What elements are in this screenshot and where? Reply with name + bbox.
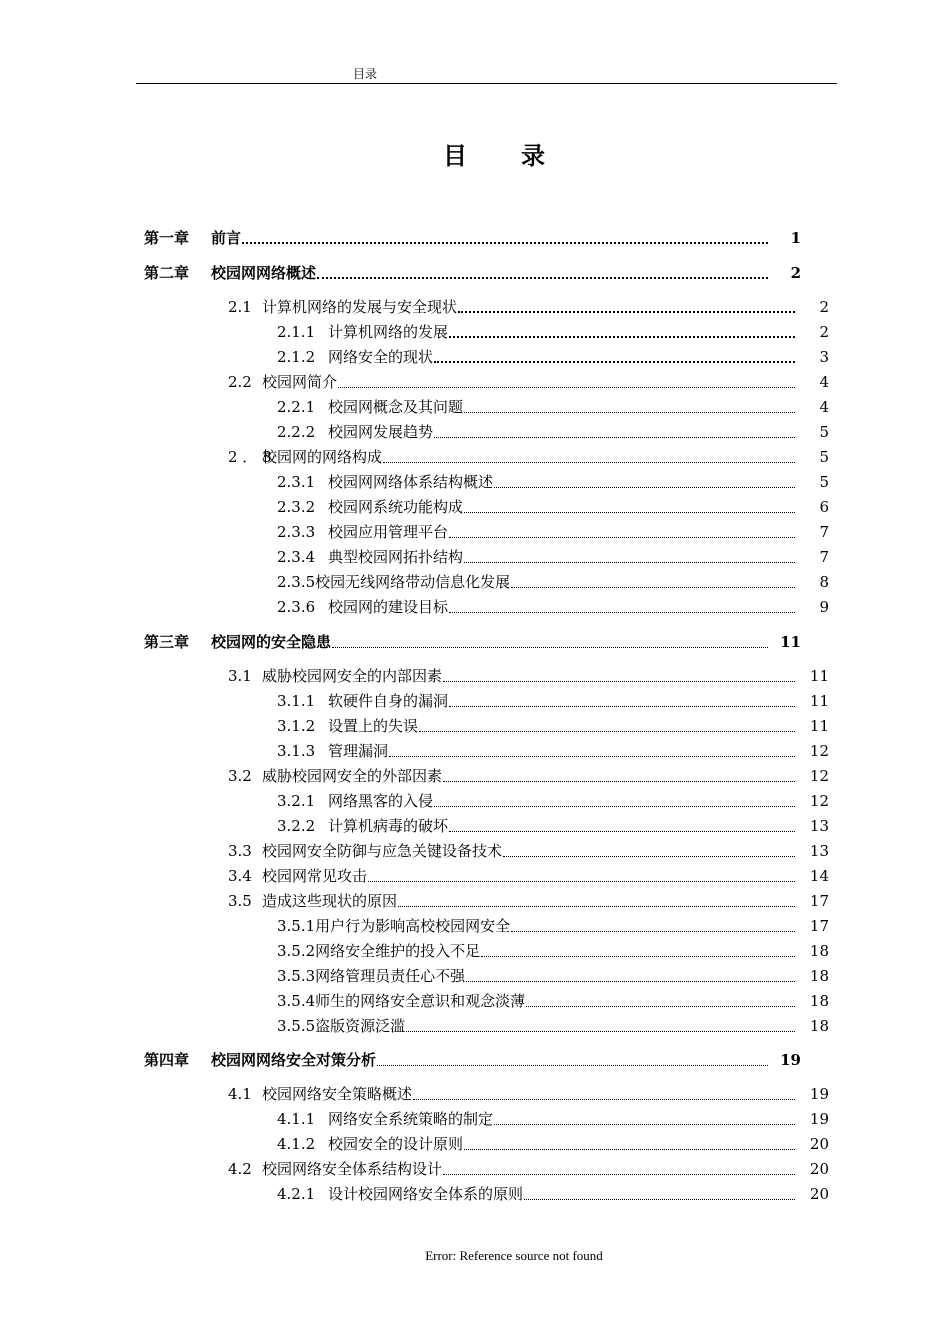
toc-dot-leader xyxy=(494,486,795,488)
toc-entry-title: 校园网网络概述 xyxy=(211,264,317,282)
toc-entry-label xyxy=(228,766,443,786)
toc-page-number: 18 xyxy=(809,992,829,1010)
toc-entry-title: 3.5.3网络管理员责任心不强 xyxy=(277,967,466,985)
toc-entry-title: 校园网络安全体系结构设计 xyxy=(262,1160,443,1178)
toc-entry-label xyxy=(277,816,449,836)
toc-entry-label xyxy=(228,297,458,317)
toc-dot-leader xyxy=(464,511,795,513)
toc-entry-title: 校园网系统功能构成 xyxy=(328,498,464,516)
toc-entry-chap[interactable] xyxy=(144,1050,801,1070)
toc-entry-sec[interactable] xyxy=(228,841,829,861)
toc-dot-leader xyxy=(464,411,795,413)
toc-page-number: 2 xyxy=(790,264,801,282)
toc-entry-label xyxy=(228,891,398,911)
toc-entry-label xyxy=(277,941,481,961)
toc-page-number: 7 xyxy=(819,548,829,566)
toc-dot-leader xyxy=(449,705,795,707)
toc-entry-title: 计算机网络的发展与安全现状 xyxy=(262,298,458,316)
toc-dot-leader xyxy=(449,335,795,338)
toc-entry-sec[interactable] xyxy=(228,297,829,317)
toc-page-number: 17 xyxy=(809,892,829,910)
toc-entry-sub[interactable] xyxy=(277,941,829,961)
toc-entry-sub[interactable] xyxy=(277,816,829,836)
toc-page-number: 20 xyxy=(809,1135,829,1153)
toc-entry-title: 典型校园网拓扑结构 xyxy=(328,548,464,566)
toc-entry-title: 校园网的安全隐患 xyxy=(211,633,332,651)
toc-entry-label xyxy=(277,791,434,811)
toc-dot-leader xyxy=(434,360,795,363)
toc-entry-title: 3.5.5盗版资源泛滥 xyxy=(277,1017,406,1035)
toc-entry-number: 第三章 xyxy=(144,633,190,651)
toc-entry-sub[interactable] xyxy=(277,716,829,736)
toc-page-number: 11 xyxy=(809,692,829,710)
toc-entry-title: 校园网常见攻击 xyxy=(262,867,368,885)
toc-entry-sub[interactable] xyxy=(277,497,829,517)
toc-entry-sub[interactable] xyxy=(277,741,829,761)
toc-entry-title: 计算机病毒的破坏 xyxy=(328,817,449,835)
toc-entry-label xyxy=(277,472,494,492)
toc-page-number: 20 xyxy=(809,1185,829,1203)
toc-entry-label xyxy=(277,1016,406,1036)
toc-entry-number: 2.3.4 xyxy=(277,548,316,566)
toc-entry-label xyxy=(277,547,464,567)
toc-entry-number: 2.3.1 xyxy=(277,473,316,491)
toc-page-number: 9 xyxy=(819,598,829,616)
toc-entry-title: 前言 xyxy=(211,229,242,247)
toc-dot-leader xyxy=(434,436,795,438)
toc-entry-number: 2.1.1 xyxy=(277,323,316,341)
toc-page-number: 17 xyxy=(809,917,829,935)
toc-entry-sub[interactable] xyxy=(277,547,829,567)
toc-dot-leader xyxy=(368,880,795,882)
toc-entry-title: 网络安全系统策略的制定 xyxy=(328,1110,494,1128)
toc-entry-sub[interactable] xyxy=(277,1109,829,1129)
toc-entry-number: 3.1.3 xyxy=(277,742,316,760)
toc-entry-label xyxy=(277,522,449,542)
toc-entry-label xyxy=(277,572,511,592)
toc-entry-label xyxy=(277,397,464,417)
toc-dot-leader xyxy=(443,1173,795,1175)
toc-entry-label xyxy=(144,228,242,248)
toc-dot-leader xyxy=(481,955,795,957)
toc-page-number: 14 xyxy=(809,867,829,885)
toc-page-number: 6 xyxy=(819,498,829,516)
toc-dot-leader xyxy=(464,1148,795,1150)
toc-entry-label xyxy=(277,741,389,761)
toc-entry-sub[interactable] xyxy=(277,691,829,711)
header-text: 目录 xyxy=(353,67,378,81)
toc-entry-number: 3.2.1 xyxy=(277,792,316,810)
toc-entry-number: 2 ． 3 xyxy=(228,448,272,466)
toc-dot-leader xyxy=(332,646,768,648)
toc-dot-leader xyxy=(383,461,795,463)
toc-entry-label xyxy=(144,263,317,283)
toc-entry-title: 设计校园网络安全体系的原则 xyxy=(328,1185,524,1203)
toc-entry-title: 校园网的网络构成 xyxy=(262,448,383,466)
toc-entry-number: 3.1 xyxy=(228,667,252,685)
toc-entry-title: 3.5.4师生的网络安全意识和观念淡薄 xyxy=(277,992,526,1010)
toc-entry-label xyxy=(277,497,464,517)
toc-entry-title: 校园应用管理平台 xyxy=(328,523,449,541)
toc-entry-title: 计算机网络的发展 xyxy=(328,323,449,341)
toc-entry-label xyxy=(144,632,332,652)
toc-page-number: 5 xyxy=(819,473,829,491)
toc-page-number: 3 xyxy=(819,348,829,366)
toc-page-number: 13 xyxy=(809,842,829,860)
toc-dot-leader xyxy=(494,1123,795,1125)
toc-entry-title: 2.3.5校园无线网络带动信息化发展 xyxy=(277,573,511,591)
toc-entry-title: 软硬件自身的漏洞 xyxy=(328,692,449,710)
toc-page-number: 2 xyxy=(819,323,829,341)
toc-entry-number: 3.1.2 xyxy=(277,717,316,735)
toc-dot-leader xyxy=(449,830,795,832)
toc-entry-label xyxy=(277,597,449,617)
toc-dot-leader xyxy=(449,536,795,538)
toc-entry-sec[interactable] xyxy=(228,1159,829,1179)
toc-entry-number: 3.3 xyxy=(228,842,252,860)
toc-dot-leader xyxy=(406,1030,795,1032)
toc-entry-sub[interactable] xyxy=(277,347,829,367)
toc-entry-number: 第四章 xyxy=(144,1051,190,1069)
toc-entry-number: 2.2.1 xyxy=(277,398,316,416)
toc-entry-sub[interactable] xyxy=(277,916,829,936)
toc-entry-title: 威胁校园网安全的外部因素 xyxy=(262,767,443,785)
toc-entry-number: 2.1 xyxy=(228,298,252,316)
toc-entry-title: 网络黑客的入侵 xyxy=(328,792,434,810)
page-footer: Error: Reference source not found xyxy=(425,1248,603,1263)
toc-entry-title: 校园网的建设目标 xyxy=(328,598,449,616)
toc-entry-sub[interactable] xyxy=(277,572,829,592)
toc-entry-title: 3.5.2网络安全维护的投入不足 xyxy=(277,942,481,960)
toc-page-number: 18 xyxy=(809,967,829,985)
toc-entry-number: 4.2.1 xyxy=(277,1185,316,1203)
toc-page-number: 4 xyxy=(819,398,829,416)
toc-dot-leader xyxy=(443,680,795,682)
toc-entry-sec[interactable] xyxy=(228,891,829,911)
toc-dot-leader xyxy=(443,780,795,782)
toc-entry-label xyxy=(228,866,368,886)
toc-dot-leader xyxy=(503,855,795,857)
toc-dot-leader xyxy=(466,980,795,982)
toc-entry-title: 校园网安全防御与应急关键设备技术 xyxy=(262,842,503,860)
toc-page-number: 5 xyxy=(819,448,829,466)
toc-entry-title: 网络安全的现状 xyxy=(328,348,434,366)
toc-entry-sub[interactable] xyxy=(277,791,829,811)
toc-entry-label xyxy=(228,1084,413,1104)
toc-entry-sub[interactable] xyxy=(277,1016,829,1036)
toc-page-number: 1 xyxy=(790,229,801,247)
toc-page-number: 4 xyxy=(819,373,829,391)
toc-entry-number: 第一章 xyxy=(144,229,190,247)
toc-entry-label xyxy=(228,1159,443,1179)
toc-entry-sub[interactable] xyxy=(277,1134,829,1154)
toc-entry-number: 2.3.3 xyxy=(277,523,316,541)
toc-entry-sec[interactable] xyxy=(228,1084,829,1104)
toc-dot-leader xyxy=(526,1005,795,1007)
toc-page-number: 7 xyxy=(819,523,829,541)
toc-entry-number: 2.2 xyxy=(228,373,252,391)
toc-page-number: 19 xyxy=(780,1051,801,1069)
toc-page-number: 11 xyxy=(809,717,829,735)
toc-dot-leader xyxy=(511,930,795,932)
toc-entry-label xyxy=(277,1109,494,1129)
toc-entry-sub[interactable] xyxy=(277,397,829,417)
toc-entry-number: 2.2.2 xyxy=(277,423,316,441)
toc-entry-label xyxy=(277,916,511,936)
toc-entry-number: 2.3.6 xyxy=(277,598,316,616)
toc-entry-label xyxy=(228,841,503,861)
toc-dot-leader xyxy=(398,905,795,907)
toc-page-number: 8 xyxy=(819,573,829,591)
toc-entry-number: 第二章 xyxy=(144,264,190,282)
toc-entry-number: 3.2 xyxy=(228,767,252,785)
toc-entry-number: 3.5 xyxy=(228,892,252,910)
toc-dot-leader xyxy=(413,1098,795,1100)
toc-entry-label xyxy=(277,322,449,342)
toc-dot-leader xyxy=(511,586,795,588)
toc-entry-number: 4.1.1 xyxy=(277,1110,316,1128)
toc-entry-sub[interactable] xyxy=(277,1184,829,1204)
toc-entry-title: 校园网网络体系结构概述 xyxy=(328,473,494,491)
toc-dot-leader xyxy=(338,386,795,388)
toc-entry-sub[interactable] xyxy=(277,991,829,1011)
toc-entry-chap[interactable] xyxy=(144,228,801,248)
toc-entry-number: 3.1.1 xyxy=(277,692,316,710)
toc-entry-sub[interactable] xyxy=(277,522,829,542)
toc-page-number: 5 xyxy=(819,423,829,441)
toc-dot-leader xyxy=(377,1064,768,1066)
toc-page-number: 12 xyxy=(809,792,829,810)
toc-page-number: 13 xyxy=(809,817,829,835)
toc-page-number: 20 xyxy=(809,1160,829,1178)
toc-entry-sub[interactable] xyxy=(277,597,829,617)
toc-entry-number: 4.1.2 xyxy=(277,1135,316,1153)
toc-entry-label xyxy=(277,716,419,736)
page-title: 目 录 xyxy=(443,142,547,170)
toc-page-number: 2 xyxy=(819,298,829,316)
toc-entry-sub[interactable] xyxy=(277,472,829,492)
toc-dot-leader xyxy=(434,805,795,807)
toc-entry-sec[interactable] xyxy=(228,766,829,786)
toc-entry-title: 造成这些现状的原因 xyxy=(262,892,398,910)
toc-entry-label xyxy=(144,1050,377,1070)
toc-page-number: 11 xyxy=(780,633,801,651)
toc-entry-sub[interactable] xyxy=(277,966,829,986)
toc-entry-title: 3.5.1用户行为影响高校校园网安全 xyxy=(277,917,511,935)
toc-entry-number: 3.4 xyxy=(228,867,252,885)
toc-entry-title: 校园安全的设计原则 xyxy=(328,1135,464,1153)
toc-entry-label xyxy=(277,991,526,1011)
toc-entry-title: 校园网络安全策略概述 xyxy=(262,1085,413,1103)
toc-entry-number: 3.2.2 xyxy=(277,817,316,835)
toc-entry-label xyxy=(228,447,383,467)
toc-entry-title: 校园网概念及其问题 xyxy=(328,398,464,416)
toc-page-number: 19 xyxy=(809,1110,829,1128)
toc-dot-leader xyxy=(464,561,795,563)
toc-entry-label xyxy=(277,347,434,367)
toc-page-number: 18 xyxy=(809,942,829,960)
toc-entry-label xyxy=(228,372,338,392)
toc-entry-label xyxy=(277,691,449,711)
toc-dot-leader xyxy=(449,611,795,613)
page-header xyxy=(136,62,837,84)
toc-entry-label xyxy=(277,1134,464,1154)
toc-entry-number: 2.3.2 xyxy=(277,498,316,516)
toc-entry-title: 管理漏洞 xyxy=(328,742,389,760)
toc-entry-label xyxy=(277,966,466,986)
toc-dot-leader xyxy=(458,310,795,313)
toc-dot-leader xyxy=(524,1198,795,1200)
toc-page-number: 19 xyxy=(809,1085,829,1103)
toc-entry-title: 设置上的失误 xyxy=(328,717,419,735)
toc-entry-label xyxy=(277,422,434,442)
toc-entry-number: 4.1 xyxy=(228,1085,252,1103)
toc-entry-label xyxy=(277,1184,524,1204)
toc-entry-title: 校园网发展趋势 xyxy=(328,423,434,441)
toc-entry-number: 2.1.2 xyxy=(277,348,316,366)
toc-entry-sec[interactable] xyxy=(228,666,829,686)
toc-entry-title: 威胁校园网安全的内部因素 xyxy=(262,667,443,685)
toc-page-number: 18 xyxy=(809,1017,829,1035)
toc-dot-leader xyxy=(242,241,768,244)
toc-entry-label xyxy=(228,666,443,686)
toc-page-number: 12 xyxy=(809,767,829,785)
toc-entry-sub[interactable] xyxy=(277,322,829,342)
toc-page-number: 11 xyxy=(809,667,829,685)
toc-entry-title: 校园网网络安全对策分析 xyxy=(211,1051,377,1069)
toc-entry-sec[interactable] xyxy=(228,372,829,392)
toc-entry-chap[interactable] xyxy=(144,632,801,652)
toc-entry-sec[interactable] xyxy=(228,866,829,886)
toc-page-number: 12 xyxy=(809,742,829,760)
toc-dot-leader xyxy=(317,276,768,279)
toc-dot-leader xyxy=(419,730,795,732)
toc-entry-chap[interactable] xyxy=(144,263,801,283)
toc-entry-sec[interactable] xyxy=(228,447,829,467)
toc-entry-sub[interactable] xyxy=(277,422,829,442)
toc-entry-title: 校园网简介 xyxy=(262,373,338,391)
toc-entry-number: 4.2 xyxy=(228,1160,252,1178)
toc-dot-leader xyxy=(389,755,795,757)
